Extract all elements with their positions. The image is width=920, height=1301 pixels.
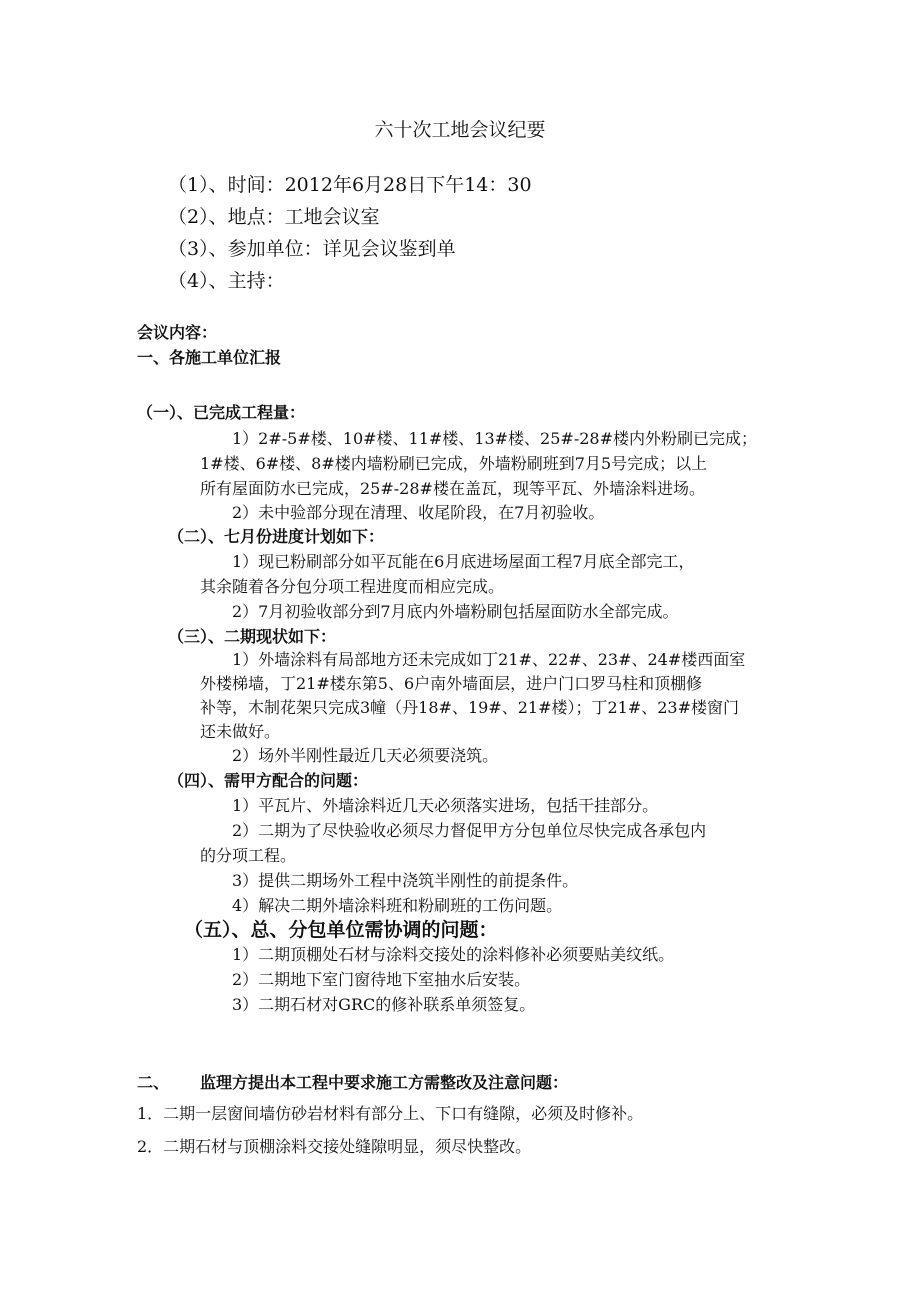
section-4-line: 2）二期为了尽快验收必须尽力督促甲方分包单位尽快完成各承包内	[232, 821, 707, 840]
meeting-host: （4）、主持：	[168, 270, 285, 292]
section-1-line: 2）未中验部分现在清理、收尾阶段，在7月初验收。	[232, 503, 605, 522]
section-3-line: 2）场外半刚性最近几天必须要浇筑。	[232, 746, 499, 765]
document-title: 六十次工地会议纪要	[374, 119, 546, 141]
section-4-line: 4）解决二期外墙涂料班和粉刷班的工伤问题。	[232, 896, 563, 915]
part2-number: 二、	[137, 1073, 170, 1092]
meeting-time: （1）、时间：2012年6月28日下午14：30	[168, 174, 532, 196]
section-5-heading: （五）、总、分包单位需协调的问题：	[184, 919, 498, 941]
section-5-item: 1）二期顶棚处石材与涂料交接处的涂料修补必须要贴美纹纸。	[232, 945, 675, 964]
section-2-heading: （二）、七月份进度计划如下：	[168, 527, 385, 546]
section-1-line: 1）2#-5#楼、10#楼、11#楼、13#楼、25#-28#楼内外粉刷已完成；	[232, 429, 757, 448]
part1-heading: 一、各施工单位汇报	[137, 348, 282, 367]
section-3-heading: （三）、二期现状如下：	[168, 627, 337, 646]
section-1-line: 所有屋面防水已完成，25#-28#楼在盖瓦，现等平瓦、外墙涂料进场。	[200, 479, 705, 498]
part2-item: 1．二期一层窗间墙仿砂岩材料有部分上、下口有缝隙，必须及时修补。	[137, 1104, 644, 1123]
section-2-line: 1）现已粉刷部分如平瓦能在6月底进场屋面工程7月底全部完工，	[232, 552, 695, 571]
section-4-line: 3）提供二期场外工程中浇筑半刚性的前提条件。	[232, 871, 579, 890]
part2-item: 2．二期石材与顶棚涂料交接处缝隙明显，须尽快整改。	[137, 1137, 532, 1156]
section-5-item: 3）二期石材对GRC的修补联系单须签复。	[232, 995, 536, 1014]
meeting-location: （2）、地点：工地会议室	[168, 206, 380, 228]
section-2-line: 2）7月初验收部分到7月底内外墙粉刷包括屋面防水全部完成。	[232, 602, 679, 621]
section-4-line: 的分项工程。	[200, 846, 297, 865]
section-3-line: 1）外墙涂料有局部地方还未完成如丁21#、22#、23#、24#楼西面室	[232, 650, 746, 669]
section-5-item: 2）二期地下室门窗待地下室抽水后安装。	[232, 970, 531, 989]
content-label: 会议内容：	[137, 323, 218, 342]
section-3-line: 外楼梯墙，丁21#楼东第5、6户南外墙面层，进户门口罗马柱和顶棚修	[200, 674, 703, 693]
section-3-line: 补等，木制花架只完成3幢（丹18#、19#、21#楼）；丁21#、23#楼窗门	[200, 698, 740, 717]
section-3-line: 还未做好。	[200, 722, 281, 741]
meeting-attendees: （3）、参加单位：详见会议鉴到单	[168, 238, 456, 260]
section-1-heading: （一）、已完成工程量：	[137, 403, 306, 422]
part2-heading: 监理方提出本工程中要求施工方需整改及注意问题：	[200, 1073, 569, 1092]
section-4-heading: （四）、需甲方配合的问题：	[168, 771, 369, 790]
section-4-line: 1）平瓦片、外墙涂料近几天必须落实进场，包括干挂部分。	[232, 796, 659, 815]
section-2-line: 其余随着各分包分项工程进度而相应完成。	[200, 577, 505, 596]
section-1-line: 1#楼、6#楼、8#楼内墙粉刷已完成，外墙粉刷班到7月5号完成；以上	[200, 454, 708, 473]
